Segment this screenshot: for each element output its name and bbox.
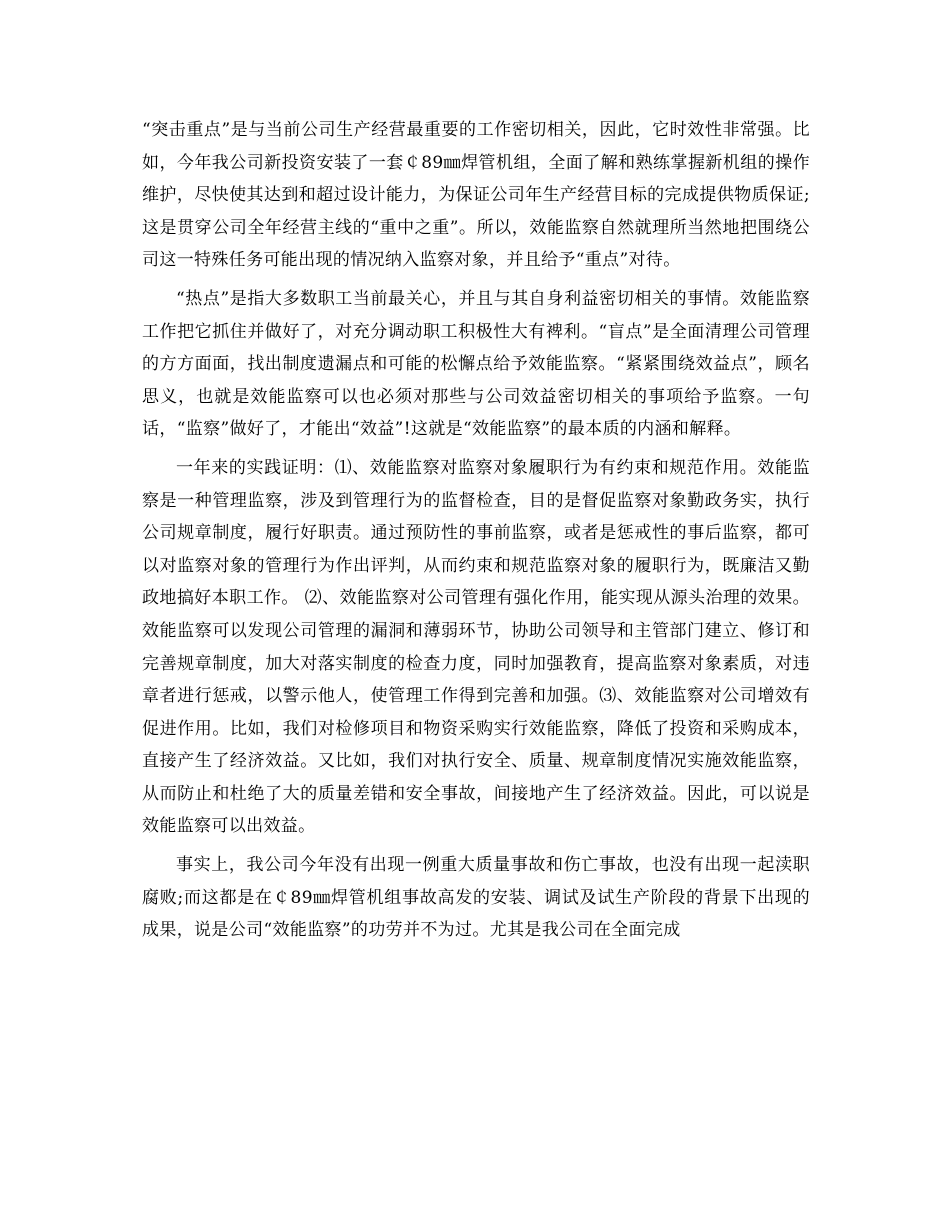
- document-body: [142, 114, 810, 947]
- paragraph-key-points: “突击重点”是与当前公司生产经营最重要的工作密切相关，因此，它时效性非常强。比如，今年我公司新投资安装了一套￠89㎜焊管机组，全面了解和熟练掌握新机组的操作维护，尽快使其达到和超过设计能力，为保证公司年生产经营目标的完成提供物质保证;这是贯穿公司全年经营主线的“重中之重”。所以，效能监察自然就理所当然地把围绕公司这一特殊任务可能出现的情况纳入监察对象，并且给予“重点”对待。: [142, 120, 810, 271]
- paragraph-hot-spots: “热点”是指大多数职工当前最关心，并且与其自身利益密切相关的事情。效能监察工作把它抓住并做好了，对充分调动职工积极性大有裨利。“盲点”是全面清理公司管理的方方面面，找出制度遗漏点和可能的松懈点给予效能监察。“紧紧围绕效益点”，顾名思义，也就是效能监察可以也必须对那些与公司效益密切相关的事项给予监察。一句话，“监察”做好了，才能出“效益”!这就是“效能监察”的最本质的内涵和解释。: [142, 288, 810, 440]
- paragraph-results: 事实上，我公司今年没有出现一例重大质量事故和伤亡事故，也没有出现一起渎职腐败;而这都是在￠89㎜焊管机组事故高发的安装、调试及试生产阶段的背景下出现的成果，说是公司“效能监察”的功劳并不为过。尤其是我公司在全面完成: [142, 855, 810, 941]
- paragraph-practice-proof: 一年来的实践证明：⑴、效能监察对监察对象履职行为有约束和规范作用。效能监察是一种管理监察，涉及到管理行为的监督检查，目的是督促监察对象勤政务实，执行公司规章制度，履行好职责。通过预防性的事前监察，或者是惩戒性的事后监察，都可以对监察对象的管理行为作出评判，从而约束和规范监察对象的履职行为，既廉洁又勤政地搞好本职工作。 ⑵、效能监察对公司管理有强化作用，能实现从源头治理的效果。效能监察可以发现公司管理的漏洞和薄弱环节，协助公司领导和主管部门建立、修订和完善规章制度，加大对落实制度的检查力度，同时加强教育，提高监察对象素质，对违章者进行惩戒，以警示他人，使管理工作得到完善和加强。⑶、效能监察对公司增效有促进作用。比如，我们对检修项目和物资采购实行效能监察，降低了投资和采购成本，直接产生了经济效益。又比如，我们对执行安全、质量、规章制度情况实施效能监察，从而防止和杜绝了大的质量差错和安全事故，间接地产生了经济效益。因此，可以说是效能监察可以出效益。: [142, 457, 810, 837]
